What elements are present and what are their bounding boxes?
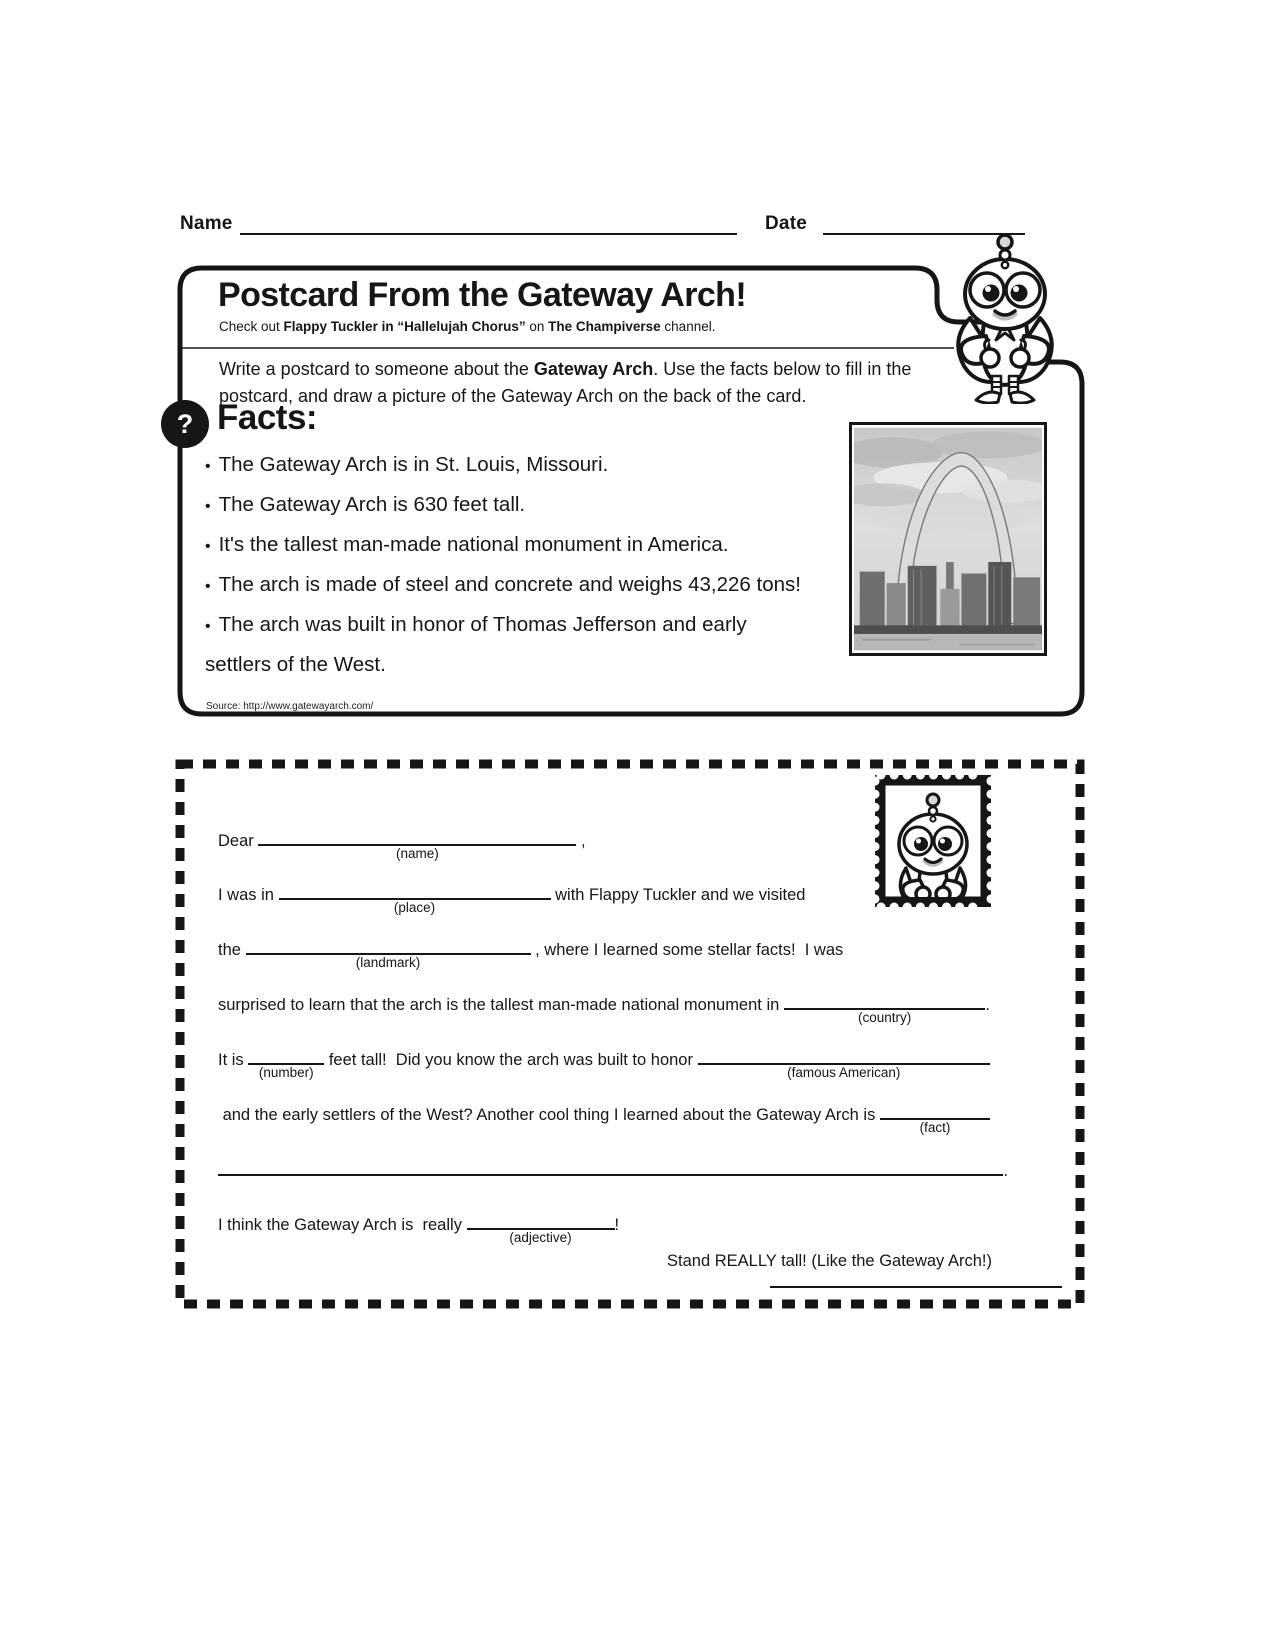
fact-item: • It's the tallest man-made national monument in America. [205, 533, 729, 556]
postcard-line-landmark: the (landmark) , where I learned some stellar facts! I was [218, 937, 990, 960]
place-blank[interactable]: (place) [279, 882, 551, 900]
page-title: Postcard From the Gateway Arch! [218, 276, 747, 314]
postcard-line-adjective: I think the Gateway Arch is really (adjective) ! [218, 1212, 990, 1235]
question-mark-icon: ? [161, 400, 209, 448]
closing-message: Stand REALLY tall! (Like the Gateway Arch!) [667, 1252, 992, 1270]
adjective-blank[interactable]: (adjective) [467, 1212, 615, 1230]
fact-item-continuation: settlers of the West. [205, 653, 386, 676]
bullet-icon: • [205, 578, 211, 595]
famous-american-blank[interactable]: (famous American) [698, 1047, 990, 1065]
fact-continued-blank[interactable] [218, 1158, 1003, 1176]
instructions: Write a postcard to someone about the Gateway Arch. Use the facts below to fill in the postcard, and draw a picture of the Gateway Arch on the back of the card. [219, 359, 912, 406]
fact-item: • The arch was built in honor of Thomas Jefferson and early [205, 613, 747, 636]
postcard-line-fact: and the early settlers of the West? Another cool thing I learned about the Gateway Arch is (fact) [218, 1102, 990, 1125]
postcard-line-country: surprised to learn that the arch is the tallest man-made national monument in (country) . [218, 992, 990, 1015]
name-line[interactable] [240, 233, 737, 235]
landmark-blank[interactable]: (landmark) [246, 937, 531, 955]
bullet-icon: • [205, 458, 211, 475]
bullet-icon: • [205, 538, 211, 555]
postcard-line-place: I was in (place) with Flappy Tuckler and we visited [218, 882, 990, 905]
bullet-icon: • [205, 498, 211, 515]
bullet-icon: • [205, 618, 211, 635]
name-blank[interactable]: (name) [258, 828, 576, 846]
subtitle: Check out Flappy Tuckler in “Hallelujah Chorus” on The Champiverse channel. [219, 319, 716, 334]
country-blank[interactable]: (country) [784, 992, 986, 1010]
gateway-arch-photo [849, 422, 1047, 656]
fact-item: • The Gateway Arch is in St. Louis, Missouri. [205, 453, 609, 476]
number-blank[interactable]: (number) [248, 1047, 324, 1065]
fact-item: • The Gateway Arch is 630 feet tall. [205, 493, 526, 516]
postcard-line-fact-continued: . [218, 1158, 1008, 1181]
date-label: Date [765, 213, 807, 234]
owl-mascot-icon [940, 232, 1070, 404]
fact-item: • The arch is made of steel and concrete and weighs 43,226 tons! [205, 573, 801, 596]
name-label: Name [180, 213, 233, 234]
fact-blank[interactable]: (fact) [880, 1102, 990, 1120]
facts-list [205, 446, 827, 684]
postcard-line-number: It is (number) feet tall! Did you know the arch was built to honor (famous American) [218, 1047, 990, 1070]
facts-heading: Facts: [217, 398, 318, 437]
postcard-line-dear: Dear (name) , [218, 828, 990, 851]
signature-line[interactable] [770, 1286, 1062, 1288]
source-credit: Source: http://www.gatewayarch.com/ [206, 701, 374, 712]
